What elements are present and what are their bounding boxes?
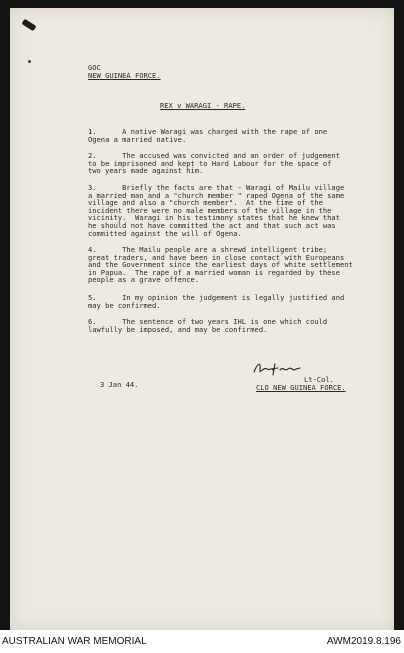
paragraph-3-line: committed against the will of Ogena.	[88, 228, 242, 238]
paragraph-4-line: 4. The Mailu people are a shrewd intelligent tribe;	[88, 245, 328, 254]
signatory-rank: Lt-Col.	[304, 375, 334, 384]
paragraph-4-line: in Papua. The rape of a married woman is regarded by these	[88, 267, 340, 277]
paragraph-2-line: two years made against him.	[88, 166, 204, 176]
footer-institution: AUSTRALIAN WAR MEMORIAL	[2, 636, 147, 647]
paragraph-3-line: village and also a "church member". At the time of the	[88, 198, 323, 208]
paragraph-3-line: incident there were no male members of the village in the	[88, 205, 332, 215]
paragraph-1-line: 1. A native Waragi was charged with the rape of one	[88, 127, 328, 136]
addressee-line-1: GOC	[88, 63, 101, 72]
footer-bar	[0, 630, 404, 653]
ink-dot	[28, 60, 31, 63]
paragraph-3-line: 3. Briefly the facts are that - Waragi of Mailu village	[88, 183, 345, 192]
paragraph-3-line: a married man and a "church member " raped Ogena of the same	[88, 190, 345, 200]
paragraph-2-line: 2. The accused was convicted and an order of judgement	[88, 151, 340, 160]
document-date: 3 Jan 44.	[100, 380, 139, 389]
paragraph-4-line: great traders, and have been in close contact with Europeans	[88, 252, 345, 262]
footer-accession-number: AWM2019.8.196	[326, 636, 401, 647]
paragraph-6-line: lawfully be imposed, and may be confirmed.	[88, 324, 268, 334]
paragraph-2-line: to be imprisoned and kept to Hard Labour for the space of	[88, 158, 332, 168]
paragraph-6-line: 6. The sentence of two years IHL is one which could	[88, 317, 328, 326]
paragraph-3-line: vicinity. Waragi in his testimony states that he knew that	[88, 213, 340, 223]
paragraph-5-line: may be confirmed.	[88, 300, 161, 310]
signatory-appointment: CLO NEW GUINEA FORCE.	[256, 383, 346, 392]
paragraph-4-line: people as a grave offence.	[88, 275, 200, 285]
addressee-line-2: NEW GUINEA FORCE.	[88, 71, 161, 80]
paragraph-4-line: and the Government since the earliest days of white settlement	[88, 260, 353, 270]
document-title: REX v WARAGI - RAPE.	[160, 101, 246, 110]
paragraph-1-line: Ogena a married native.	[88, 134, 187, 144]
paragraph-5-line: 5. In my opinion the judgement is legally justified and	[88, 293, 345, 302]
paragraph-3-line: he should not have committed the act and that such act was	[88, 221, 336, 230]
signature	[252, 360, 302, 378]
